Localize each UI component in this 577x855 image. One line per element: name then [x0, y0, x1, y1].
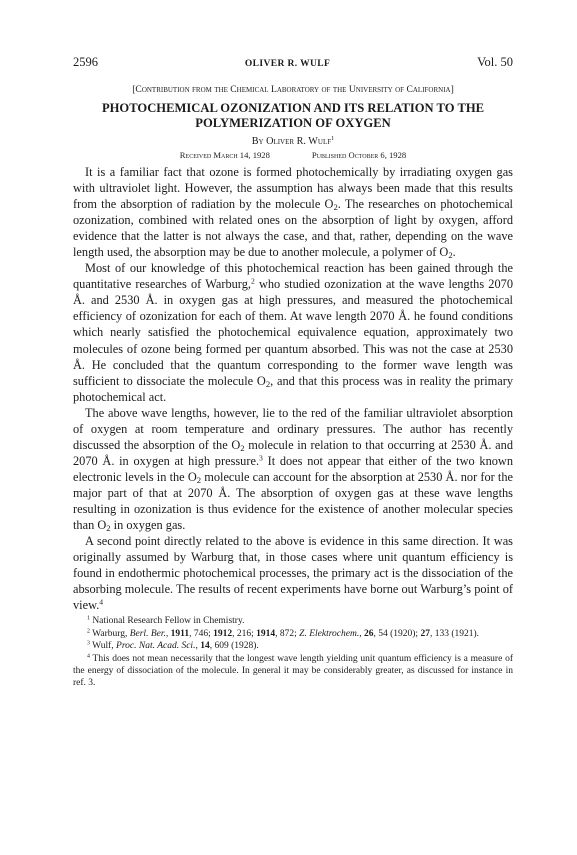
text-run: The above wave lengths, however, lie to the red of the familiar ultraviolet absorption of oxygen at room temperature and ordinary pressures. The author has recently discussed the absorption of the O — [73, 405, 513, 452]
text-run: 14 — [200, 641, 210, 652]
text-run: who studied ozonization at the wave lengths 2070 Å. and 2530 Å. in oxygen gas at high pressures, and measured the photochemical efficiency of ozonization for each of them. At wave length 2070 Å. he found conditions which nearly satisfied the photochemical equivalence equation, approximately two molecules of ozone being formed per quantum absorbed. This was not the case at 2530 Å. He concluded that the quantum corresponding to the former wave length was sufficient to dissociate the molecule O — [73, 277, 513, 388]
running-title: OLIVER R. WULF — [244, 59, 331, 69]
text-run: 1914 — [256, 628, 276, 639]
title-line-2: POLYMERIZATION OF OXYGEN — [195, 116, 391, 130]
text-run: Proc. Nat. Acad. Sci. — [116, 641, 196, 652]
text-run: A second point directly related to the above is evidence in this same direction. It was originally assumed by Warburg that, in those cases where unit quantum efficiency is found in endothermic photochemical processes, the primary act is the dissociation of the absorbing molecule. The results of recent experiments have borne out Warburg’s point of view. — [73, 534, 513, 613]
text-run: National Research Fellow in Chemistry. — [89, 616, 245, 627]
text-run: Most of our knowledge of this photochemical reaction has been gained through the quantitative researches of Warburg, — [73, 261, 513, 292]
dates-line — [73, 150, 513, 160]
text-run: 26 — [363, 628, 374, 639]
subscript: 2 — [448, 250, 453, 261]
footnotes — [73, 615, 513, 689]
journal-page — [73, 55, 513, 690]
page-number: 2596 — [73, 55, 98, 69]
paragraph — [73, 164, 513, 260]
text-run: molecule in relation to that occurring at 2530 Å. and 2070 Å. in oxygen at high pressure. — [73, 437, 513, 468]
published-date: Published October 6, 1928 — [311, 150, 407, 160]
paragraph — [73, 533, 513, 613]
text-run: This does not mean necessarily that the longest wave length yielding unit quantum efficiency is a measure of the energy of dissociation of the molecule. In general it may be considerably greater, as discussed for instance in ref. 3. — [73, 653, 513, 689]
text-run: It does not appear that either of the two known electronic levels in the O — [73, 453, 513, 484]
running-header — [73, 55, 513, 70]
subscript: 2 — [196, 475, 202, 486]
text-run: , 609 (1928). — [209, 641, 259, 652]
text-run: in oxygen gas. — [110, 518, 186, 533]
text-run: , — [165, 628, 171, 639]
footnote — [73, 628, 513, 640]
text-run: 27 — [420, 628, 430, 639]
text-run: , and that this process was in reality the primary photochemical act. — [73, 373, 513, 404]
paragraph — [73, 260, 513, 404]
footnote — [73, 653, 513, 690]
text-run: 1912 — [213, 628, 233, 639]
text-run: . The researches on photochemical ozonization, combined with related ones on the absorption of light by oxygen, afford evidence that the latter is not always the case, and that, rather, depending on the wave length used, the absorption may be due to another molecule, a polymer of O — [73, 197, 513, 260]
footnote-ref: 4 — [99, 597, 104, 607]
subscript: 2 — [106, 523, 111, 534]
author-line — [73, 136, 513, 147]
author-footnote-mark: 1 — [331, 135, 335, 143]
author-name: By Oliver R. Wulf — [251, 136, 332, 147]
text-run: It is a familiar fact that ozone is formed photochemically by irradiating oxygen gas with ultraviolet light. However, the assumption has always been made that this results from the absorption of radiation by the molecule O — [73, 165, 513, 212]
footnote-ref: 3 — [259, 453, 263, 463]
received-date: Received March 14, 1928 — [179, 150, 270, 160]
footnote-ref: 4 — [87, 653, 90, 659]
footnote — [73, 615, 513, 627]
text-run: , 872; — [275, 628, 300, 639]
footnote-ref: 2 — [87, 628, 90, 635]
text-run: , — [195, 641, 201, 652]
text-run: , 133 (1921). — [429, 628, 480, 639]
subscript: 2 — [265, 378, 271, 389]
title-line-1: PHOTOCHEMICAL OZONIZATION AND ITS RELATION TO THE — [101, 101, 485, 115]
text-run: , 746; — [189, 628, 214, 639]
subscript: 2 — [240, 442, 245, 453]
text-run: , 54 (1920); — [373, 628, 421, 639]
article-title — [73, 101, 513, 131]
subscript: 2 — [333, 202, 338, 213]
text-run: Warburg, — [89, 628, 130, 639]
text-run: molecule can account for the absorption at 2530 Å. nor for the major part of that at 2070 Å. The absorption of oxygen gas at these wave lengths resulting in ozonization is thus evidence for the existence of another molecular species than O — [73, 469, 514, 533]
text-run: Wulf, — [89, 641, 117, 652]
text-run: . — [452, 245, 456, 260]
contribution-line: [Contribution from the Chemical Laboratory of the University of California] — [132, 84, 454, 95]
footnote-ref: 2 — [250, 276, 255, 286]
text-run: Z. Elektrochem. — [299, 628, 360, 639]
footnote — [73, 640, 513, 652]
paragraph — [73, 405, 513, 533]
footnote-ref: 3 — [87, 640, 90, 647]
footnote-ref: 1 — [87, 615, 90, 622]
volume-label: Vol. 50 — [477, 55, 513, 69]
text-run: , — [359, 628, 364, 639]
text-run: Berl. Ber. — [129, 628, 166, 639]
text-run: 1911 — [170, 628, 190, 639]
text-run: , 216; — [232, 628, 257, 639]
article-body — [73, 164, 513, 613]
